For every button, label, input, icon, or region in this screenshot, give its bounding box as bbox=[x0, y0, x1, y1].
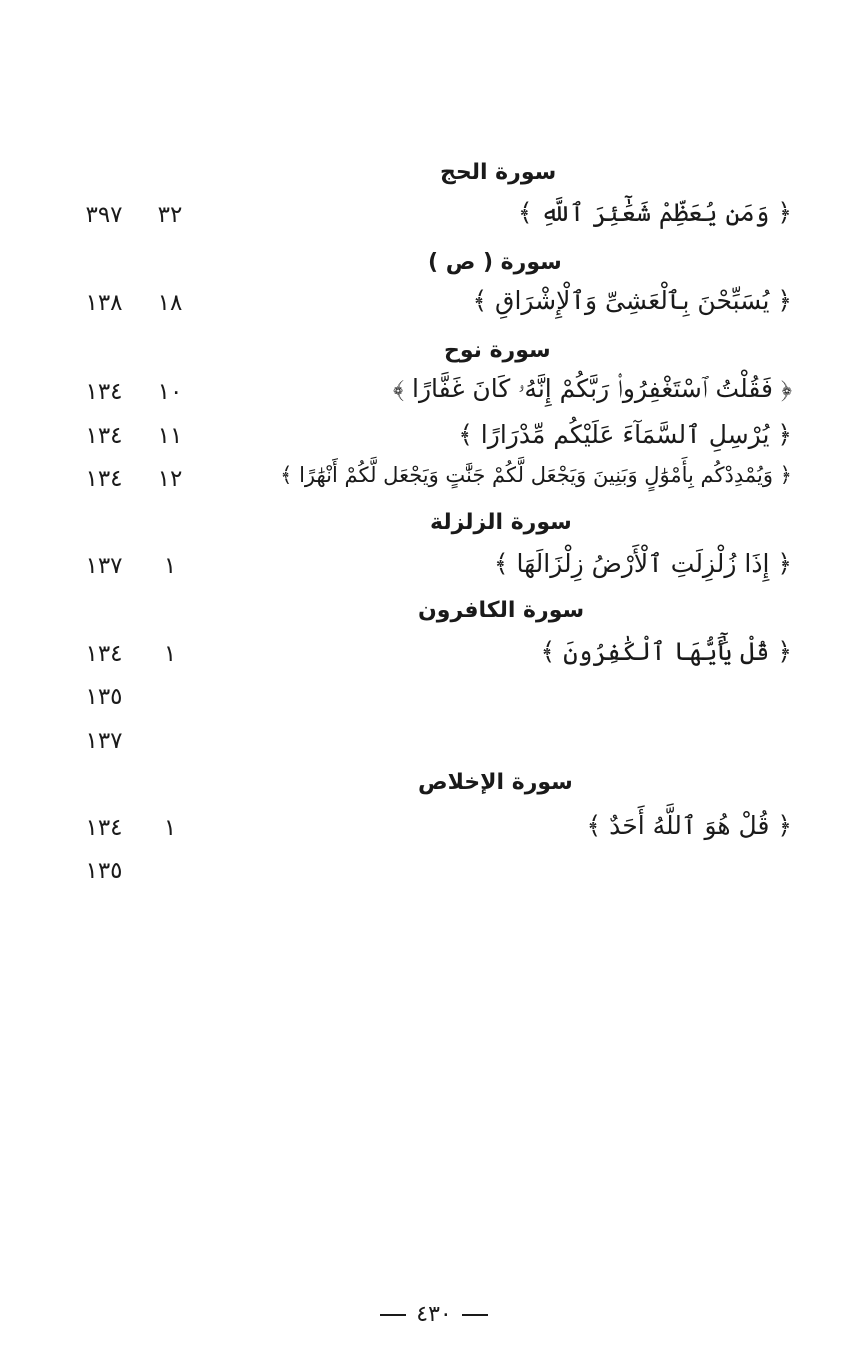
ayah-number: ١٢ bbox=[157, 466, 183, 492]
surah-heading-sad: سورة ( ص ) bbox=[428, 250, 562, 275]
page-reference: ١٣٤ bbox=[85, 641, 123, 667]
verse-text: ﴿ يُرْسِلِ ٱلسَّمَآءَ عَلَيْكُم مِّدْرَارًا ﴾ bbox=[458, 420, 792, 449]
verse-text: ﴿ قُلْ هُوَ ٱللَّهُ أَحَدٌ ﴾ bbox=[586, 811, 792, 840]
surah-heading-al-kafirun: سورة الكافرون bbox=[418, 598, 585, 623]
page-footer bbox=[0, 1302, 868, 1327]
ayah-number: ١ bbox=[163, 553, 177, 579]
ayah-number: ٣٢ bbox=[157, 202, 183, 228]
surah-heading-az-zalzalah: سورة الزلزلة bbox=[430, 510, 572, 535]
surah-heading-al-ikhlas: سورة الإخلاص bbox=[418, 770, 573, 795]
verse-text: ﴿ وَمَن يُعَظِّمْ شَعَٰٓئِرَ ٱللَّهِ ﴾ bbox=[517, 198, 792, 227]
ayah-number: ١ bbox=[163, 815, 177, 841]
page-reference: ١٣٤ bbox=[85, 466, 123, 492]
page-number: ٤٣٠ bbox=[416, 1302, 452, 1327]
ayah-number: ١٨ bbox=[157, 290, 183, 316]
ayah-number: ١١ bbox=[157, 423, 183, 449]
verse-text: ﴿ وَيُمْدِدْكُم بِأَمْوَٰلٍ وَبَنِينَ وَيَجْعَل لَّكُمْ جَنَّٰتٍ وَيَجْعَل لَّكُمْ أَنْهَٰرًا ﴾ bbox=[280, 463, 792, 487]
footer-dash-right bbox=[462, 1314, 488, 1316]
ayah-number: ١ bbox=[163, 641, 177, 667]
page-reference: ٣٩٧ bbox=[85, 202, 123, 228]
page-reference: ١٣٧ bbox=[85, 728, 123, 754]
page-reference: ١٣٤ bbox=[85, 423, 123, 449]
page-reference: ١٣٤ bbox=[85, 379, 123, 405]
page-reference: ١٣٤ bbox=[85, 815, 123, 841]
verse-text: ﴿ يُسَبِّحْنَ بِٱلْعَشِىِّ وَٱلْإِشْرَاقِ ﴾ bbox=[472, 286, 792, 315]
footer-dash-left bbox=[380, 1314, 406, 1316]
page-reference: ١٣٨ bbox=[85, 290, 123, 316]
page-reference: ١٣٥ bbox=[85, 684, 123, 710]
surah-heading-nuh: سورة نوح bbox=[444, 338, 551, 363]
ayah-number: ١٠ bbox=[157, 379, 183, 405]
verse-text: ﴿ فَقُلْتُ ٱسْتَغْفِرُوا۟ رَبَّكُمْ إِنَّهُۥ كَانَ غَفَّارًا ﴾ bbox=[393, 374, 792, 403]
page-reference: ١٣٧ bbox=[85, 553, 123, 579]
verse-text: ﴿ قُلْ يَٰٓأَيُّهَا ٱلْكَٰفِرُونَ ﴾ bbox=[540, 637, 792, 666]
surah-heading-al-hajj: سورة الحج bbox=[440, 160, 557, 185]
verse-text: ﴿ إِذَا زُلْزِلَتِ ٱلْأَرْضُ زِلْزَالَهَا ﴾ bbox=[493, 549, 792, 578]
page-reference: ١٣٥ bbox=[85, 858, 123, 884]
